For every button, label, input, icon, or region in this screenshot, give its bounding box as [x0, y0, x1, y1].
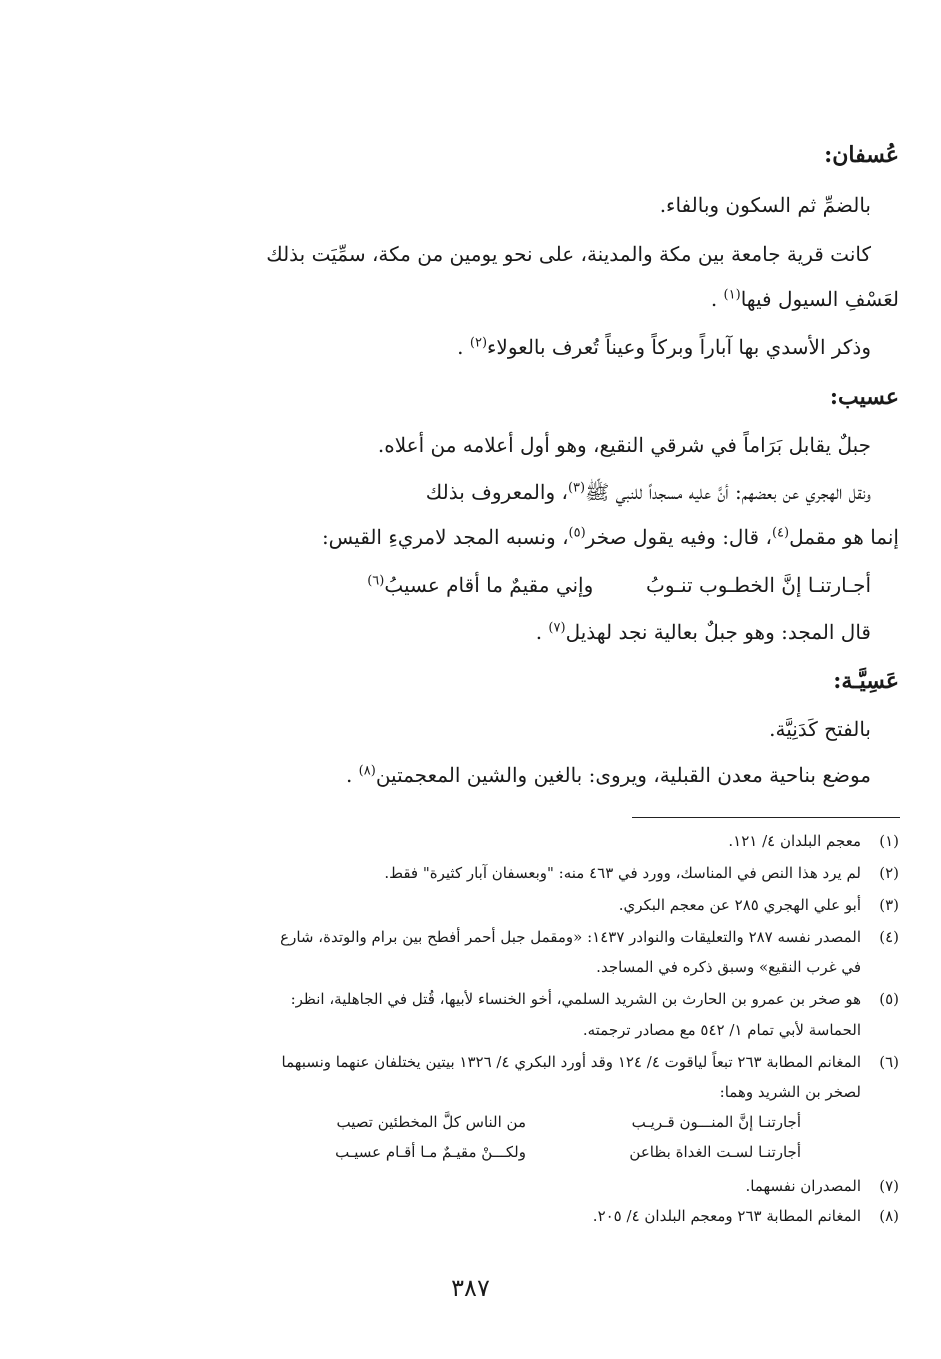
footnote-ref: (٨)	[358, 763, 376, 779]
entry-text: لعَسْفِ السيول فيها$^{(١)}$ .	[710, 287, 899, 311]
footnote-text: المصدر نفسه ٢٨٧ والتعليقات والنوادر ١٤٣٧: «ومقمل جبل أحمر أفطح بين برام والوتدة، شارع	[280, 928, 861, 946]
page-number: ٣٨٧	[451, 1274, 490, 1302]
entry-text: بالفتح كَدَنِيَّة.	[769, 717, 871, 741]
footnote-1	[728, 832, 899, 850]
footnote-text: المغانم المطابة ٢٦٣ ومعجم البلدان ٤/ ٢٠٥.	[592, 1207, 861, 1225]
entry-text: كانت قرية جامعة بين مكة والمدينة، على نحو يومين من مكة، سمِّيَت بذلك	[266, 242, 871, 266]
footnote-ref: (١)	[723, 287, 741, 303]
footnote-ref: (٦)	[367, 573, 385, 589]
entry-text: جبلٌ يقابل بَرَاماً في شرقي النقيع، وهو أول أعلامه من أعلاه.	[377, 433, 871, 457]
entry-text-segment: قال المجد: وهو جبلٌ بعالية نجد لهذيل	[565, 620, 871, 644]
entry-text: وذكر الأسدي بها آباراً وبركاً وعيناً تُعرف بالعولاء$^{(٢)}$ .	[457, 335, 871, 359]
footnote-ref: (٢)	[469, 335, 488, 351]
footnote-verse-hemistich: من الناس كلَّ المخطئين تصيب	[336, 1113, 526, 1131]
entry-text: قال المجد: وهو جبلٌ بعالية نجد لهذيل$^{(٧)}$ .	[535, 620, 871, 644]
verse-hemistich-first: أجـارتنـا إنَّ الخطـوب تنـوبُ	[645, 573, 871, 597]
footnote-text: معجم البلدان ٤/ ١٢١.	[728, 832, 861, 850]
footnote-5	[291, 990, 899, 1008]
entry-text-segment: إنما هو مقمل	[789, 525, 899, 549]
footnote-5-continued: الحماسة لأبي تمام ١/ ٥٤٢ مع مصادر ترجمته.	[582, 1021, 861, 1039]
entry-text-segment: ونقل الهجري عن بعضهم: أنَّ عليه مسجداً للنبي ﷺ	[585, 480, 871, 504]
footnote-text: هو صخر بن عمرو بن الحارث بن الشريد السلمي، أخو الخنساء لأبيها، قُتل في الجاهلية، انظر:	[290, 990, 861, 1008]
entry-heading-usfan: عُسفان:	[824, 142, 899, 168]
footnote-6	[282, 1053, 899, 1071]
footnote-number: (٦)	[879, 1053, 899, 1071]
footnote-number: (٤)	[879, 928, 899, 946]
footnote-number: (٥)	[879, 990, 899, 1008]
entry-text-segment: ، والمعروف بذلك	[425, 480, 568, 504]
footnote-7	[745, 1177, 899, 1195]
footnote-2	[384, 864, 899, 882]
footnote-4	[280, 928, 899, 946]
footnote-ref: (٥)	[568, 525, 586, 541]
poem-verse	[367, 573, 871, 597]
entry-text: موضع بناحية معدن القبلية، ويروى: بالغين والشين المعجمتين$^{(٨)}$ .	[345, 763, 871, 787]
footnote-number: (٢)	[879, 864, 899, 882]
entry-text: بالضمِّ ثم السكون وبالفاء.	[659, 193, 871, 217]
footnote-text: لم يرد هذا النص في المناسك، وورد في ٤٦٣ منه: "وبعسفان آبار كثيرة" فقط.	[384, 864, 861, 882]
footnote-ref: (٤)	[771, 525, 790, 541]
footnote-ref: (٧)	[548, 620, 566, 636]
footnote-text: أبو علي الهجري ٢٨٥ عن معجم البكري.	[618, 896, 861, 914]
entry-text-segment: موضع بناحية معدن القبلية، ويروى: بالغين والشين المعجمتين	[375, 763, 871, 787]
entry-heading-asiyya: عَسِيَّـة:	[833, 668, 899, 694]
footnote-verse-hemistich: أجارتنـا لسـت الغداة بظاعن	[629, 1143, 801, 1161]
footnote-number: (١)	[879, 832, 899, 850]
entry-text	[426, 480, 871, 504]
footnote-text: المصدران نفسهما.	[745, 1177, 861, 1195]
footnote-number: (٣)	[879, 896, 899, 914]
footnote-8	[593, 1207, 899, 1225]
footnote-verse-hemistich: أجارتنـا إنَّ المنـــون قـريـب	[631, 1113, 801, 1131]
entry-text-segment: لعَسْفِ السيول فيها	[740, 287, 899, 311]
footnote-3	[619, 896, 899, 914]
footnote-verse-hemistich: ولكـــنْ مقيـمٌ مـا أقـام عسيـب	[335, 1143, 526, 1161]
footnote-number: (٧)	[879, 1177, 899, 1195]
entry-text-segment: وذكر الأسدي بها آباراً وبركاً وعيناً تُعرف بالعولاء	[487, 335, 871, 359]
footnote-6-continued: لصخر بن الشريد وهما:	[719, 1083, 861, 1101]
entry-text-segment: ، قال: وفيه يقول صخر	[585, 525, 772, 549]
footnote-4-continued: في غرب النقيع» وسبق ذكره في المساجد.	[596, 958, 861, 976]
verse-hemistich-second: وإني مقيمٌ ما أقام عسيبُ	[384, 573, 594, 597]
footnote-text: المغانم المطابة ٢٦٣ تبعاً لياقوت ٤/ ١٢٤ وقد أورد البكري ٤/ ١٣٢٦ بيتين يختلفان عنهما ونسبهما	[281, 1053, 861, 1071]
footnote-separator	[632, 817, 900, 818]
entry-heading-asib: عسيب:	[829, 384, 899, 410]
entry-text-segment: ، ونسبه المجد لامريءِ القيس:	[321, 525, 569, 549]
footnote-ref: (٣)	[567, 480, 586, 496]
footnote-number: (٨)	[879, 1207, 899, 1225]
entry-text	[322, 525, 899, 549]
